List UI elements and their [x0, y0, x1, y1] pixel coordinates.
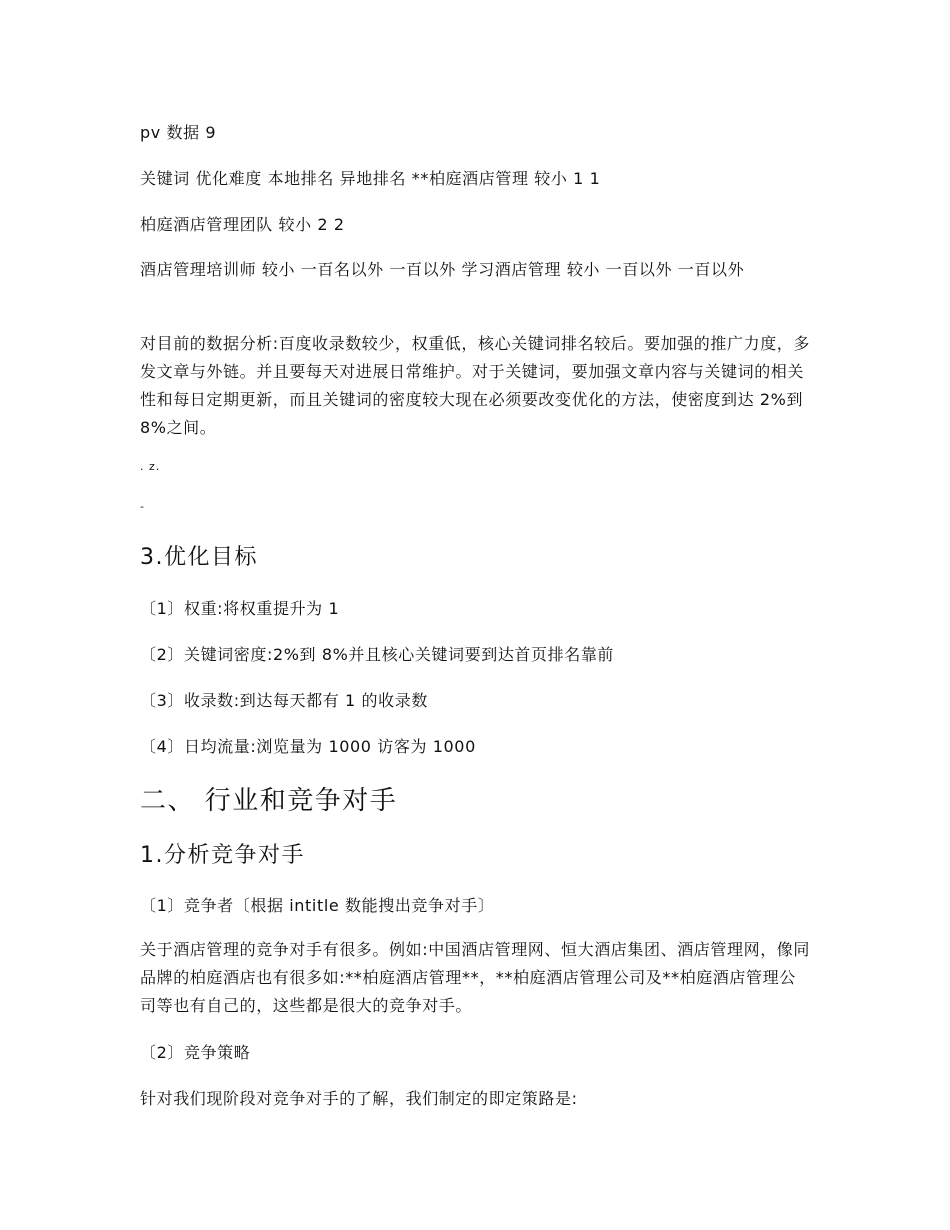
pv-data-line: pv 数据 9: [140, 123, 217, 142]
strategy-label: 〔2〕竞争策略: [140, 1043, 251, 1062]
goal-item-index: 〔3〕收录数:到达每天都有 1 的收录数: [140, 691, 428, 710]
data-analysis-paragraph: 对目前的数据分析:百度收录数较少，权重低，核心关键词排名较后。要加强的推广力度，多发文章与外链。并且要每天对进展日常维护。对于关键词，要加强文章内容与关键词的相关性和每日定期更新，而且关键词的密度较大现在必须要改变优化的方法，使密度到达 2%到 8%之间。: [140, 334, 810, 437]
section-title-goals: 3.优化目标: [140, 545, 258, 570]
keyword-row-team: 柏庭酒店管理团队 较小 2 2: [140, 215, 345, 234]
strategy-paragraph: 针对我们现阶段对竞争对手的了解，我们制定的即定策路是:: [140, 1089, 578, 1108]
page-footer-marker: . z.: [140, 460, 161, 473]
keyword-table-header: 关键词 优化难度 本地排名 异地排名 **柏庭酒店管理 较小 1 1: [140, 169, 601, 188]
goal-item-traffic: 〔4〕日均流量:浏览量为 1000 访客为 1000: [140, 737, 476, 756]
competitor-paragraph: 关于酒店管理的竞争对手有很多。例如:中国酒店管理网、恒大酒店集团、酒店管理网，像同品牌的柏庭酒店也有很多如:**柏庭酒店管理**，**柏庭酒店管理公司及**柏庭酒店管理公司等也有自己的，这些都是很大的竞争对手。: [140, 940, 810, 1015]
section-title-competitors: 1.分析竞争对手: [140, 843, 305, 868]
keyword-row-trainer: 酒店管理培训师 较小 一百名以外 一百以外 学习酒店管理 较小 一百以外 一百以外: [140, 260, 745, 279]
chapter-title-industry: 二、 行业和竞争对手: [140, 786, 398, 816]
competitor-label: 〔1〕竞争者〔根据 intitle 数能搜出竞争对手〕: [140, 896, 495, 915]
goal-item-density: 〔2〕关键词密度:2%到 8%并且核心关键词要到达首页排名靠前: [140, 645, 615, 664]
page-footer-dash: -: [140, 500, 145, 513]
goal-item-weight: 〔1〕权重:将权重提升为 1: [140, 599, 340, 618]
